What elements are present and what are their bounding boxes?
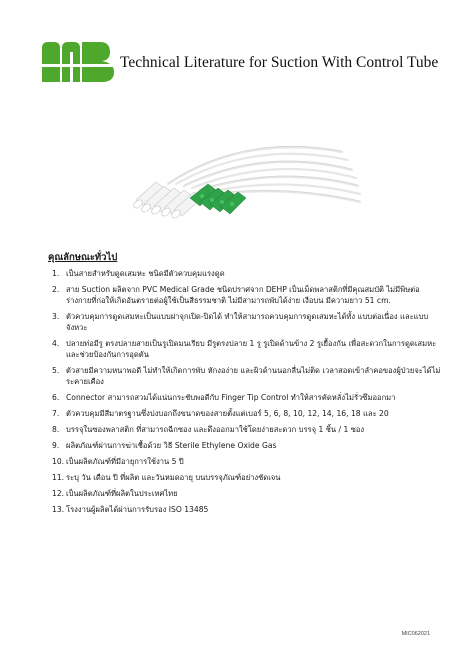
list-item: 10. เป็นผลิตภัณฑ์ที่มีอายุการใช้งาน 5 ปี bbox=[52, 457, 184, 466]
svg-text:MB: MB bbox=[49, 78, 51, 79]
feature-list bbox=[52, 268, 442, 520]
document-title: Technical Literature for Suction With Control Tube bbox=[120, 54, 439, 71]
list-item: 7. ตัวควบคุมมีสีมาตรฐานซึ่งบ่งบอกถึงขนาดของสายตั้งแต่เบอร์ 5, 6, 8, 10, 12, 14, 16, 18 และ 20 bbox=[52, 409, 389, 418]
list-item: 8. บรรจุในซองพลาสติก ที่สามารถฉีกซอง และดึงออกมาใช้โดยง่ายสะดวก บรรจุ 1 ชิ้น / 1 ซอง bbox=[52, 425, 365, 434]
list-item: 3. ตัวควบคุมการดูดเสมหะเป็นแบบฝาจุกเปิด-ปิดได้ ทำให้สามารถควบคุมการดูดเสมหะได้ทั้ง แบบต่อเนื่อง และแบบจังหวะ bbox=[52, 312, 429, 332]
document-code: MIC062021 bbox=[401, 631, 430, 637]
list-item: 2. สาย Suction ผลิตจาก PVC Medical Grade ชนิดปราศจาก DEHP เป็นเม็ดพลาสติกที่มีคุณสมบัติ ไม่มีพิษต่อร่างกายที่ก่อให้เกิดอันตรายต่อผู้ใช้เป็นสีธรรมชาติ ไม่มีสามารถพับได้ง่าย เงือบน มีความยาว 51 cm. bbox=[52, 285, 420, 305]
document-header bbox=[40, 30, 460, 90]
product-photo bbox=[104, 126, 364, 238]
section-heading: คุณลักษณะทั่วไป bbox=[48, 252, 118, 263]
list-item: 12. เป็นผลิตภัณฑ์ที่ผลิตในประเทศไทย bbox=[52, 489, 178, 498]
list-item: 1. เป็นสายสำหรับดูดเสมหะ ชนิดมีตัวควบคุมแรงดูด bbox=[52, 269, 225, 278]
list-item: 4. ปลายท่อมีรู ตรงปลายสายเป็นรูเปิดมนเรียบ มีรูตรงปลาย 1 รู รูเปิดด้านข้าง 2 รูเยื้องกัน เพื่อสะดวกในการดูดเสมหะ และช่วยป้องกันการอุดตัน bbox=[52, 339, 437, 359]
mb-logo bbox=[40, 38, 116, 84]
list-item: 6. Connector สามารถสวมได้แน่นกระชับพอดีกับ Finger Tip Control ทำให้สารคัดหลั่งไม่รั่วซึมออกมา bbox=[52, 393, 396, 402]
list-item: 5. ตัวสายมีความหนาพอดี ไม่ทำให้เกิดการพับ หักงอง่าย และผิวด้านนอกลื่นไม่ติด เวลาสอดเข้าลำคอของผู้ป่วยจะได้ไม่ระคายเคือง bbox=[52, 366, 441, 386]
list-item: 11. ระบุ วัน เดือน ปี ที่ผลิต และวันหมดอายุ บนบรรจุภัณฑ์อย่างชัดเจน bbox=[52, 473, 281, 482]
list-item: 13. โรงงานผู้ผลิตได้ผ่านการรับรอง ISO 13485 bbox=[52, 505, 209, 514]
list-item: 9. ผลิตภัณฑ์ผ่านการฆ่าเชื้อด้วย วิธี Sterile Ethylene Oxide Gas bbox=[52, 441, 277, 450]
